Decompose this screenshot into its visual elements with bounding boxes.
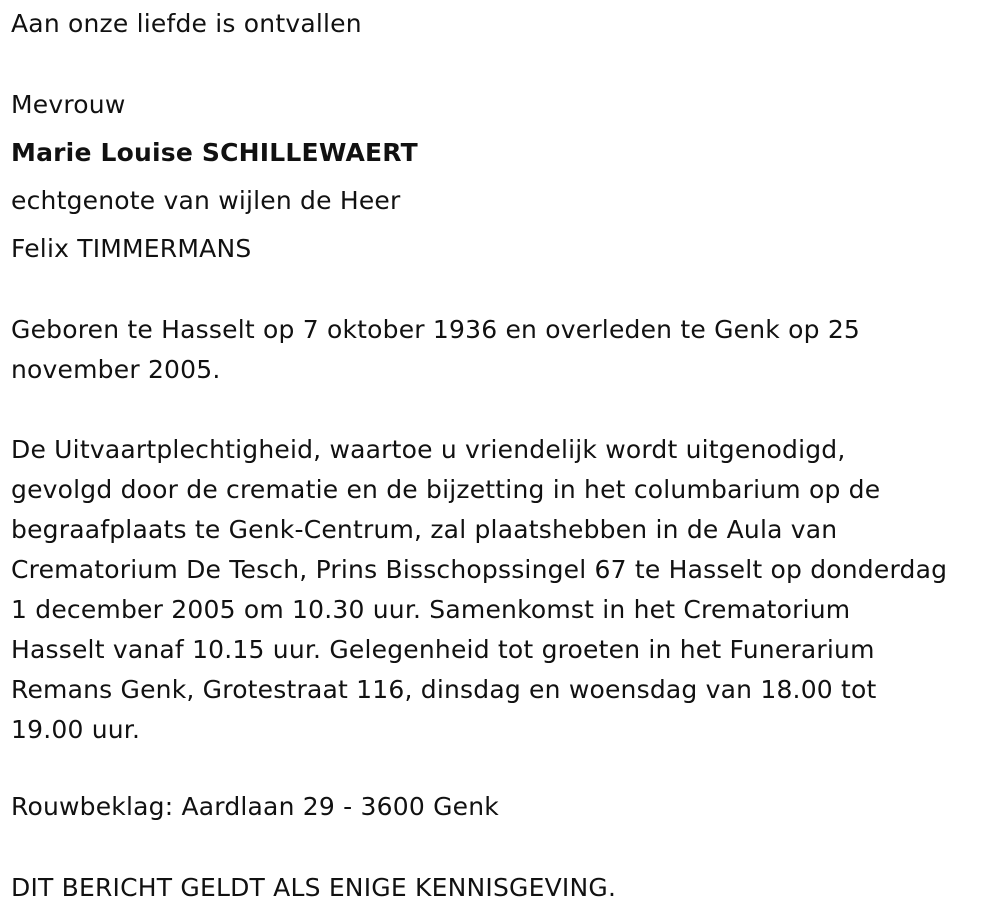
funeral-paragraph: De Uitvaartplechtigheid, waartoe u vriendelijk wordt uitgenodigd, gevolgd door de crematie en de bijzetting in het columbarium op de begraafplaats te Genk-Centrum, zal plaatshebben in de Aula van Crematorium De Tesch, Prins Bisschopssingel 67 te Hasselt op donderdag 1 december 2005 om 10.30 uur. Samenkomst in het Crematorium Hasselt vanaf 10.15 uur. Gelegenheid tot groeten in het Funerarium Remans Genk, Grotestraat 116, dinsdag en woensdag van 18.00 tot 19.00 uur. <box>11 435 948 744</box>
closing-notice: DIT BERICHT GELDT ALS ENIGE KENNISGEVING. <box>11 873 617 902</box>
intro-text: Aan onze liefde is ontvallen <box>11 9 362 38</box>
spouse-name: Felix TIMMERMANS <box>11 234 252 263</box>
condolences-address: Rouwbeklag: Aardlaan 29 - 3600 Genk <box>11 792 499 821</box>
relation-text: echtgenote van wijlen de Heer <box>11 186 401 215</box>
salutation: Mevrouw <box>11 90 126 119</box>
birth-death-paragraph: Geboren te Hasselt op 7 oktober 1936 en overleden te Genk op 25 november 2005. <box>11 315 861 384</box>
deceased-name: Marie Louise SCHILLEWAERT <box>11 138 418 167</box>
